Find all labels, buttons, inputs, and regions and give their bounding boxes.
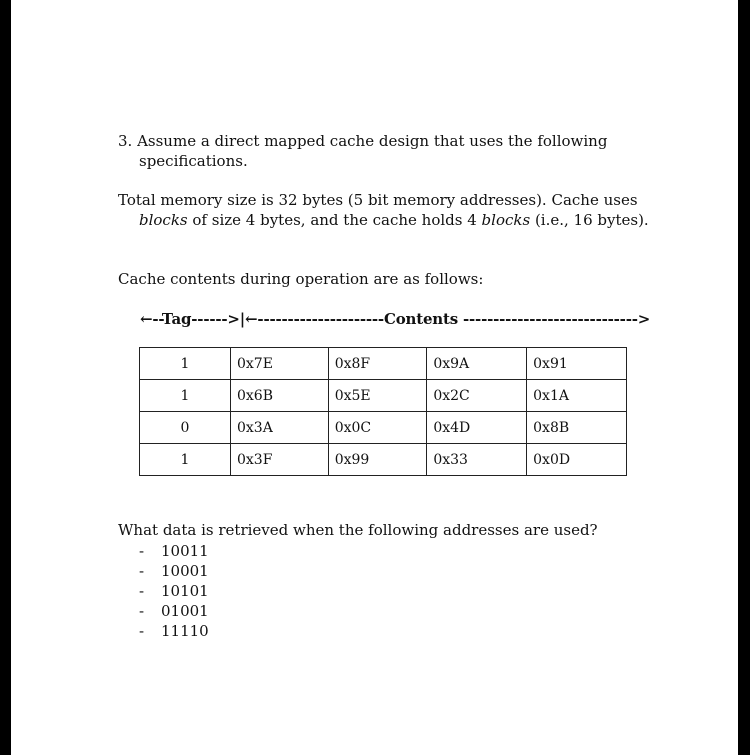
data-cell: 0x7E — [231, 348, 329, 380]
specs-line-1: Total memory size is 32 bytes (5 bit memory addresses). Cache uses — [118, 191, 638, 209]
list-item — [139, 601, 209, 621]
list-item — [139, 541, 209, 561]
specs-blocks-term-2: blocks — [481, 211, 531, 229]
tag-cell: 1 — [140, 380, 231, 412]
specs-line-2-suffix: (i.e., 16 bytes). — [530, 211, 649, 229]
address-value: 10001 — [161, 562, 209, 580]
contents-dashes-right: -----------------------------> — [457, 310, 651, 328]
data-cell: 0x99 — [328, 444, 427, 476]
list-bullet: - — [139, 562, 145, 580]
data-cell: 0x3F — [231, 444, 329, 476]
data-cell: 0x5E — [328, 380, 427, 412]
address-value: 11110 — [161, 622, 209, 640]
retrieval-question: What data is retrieved when the following addresses are used? — [118, 521, 598, 539]
specs-text — [118, 190, 649, 230]
question-line-2: specifications. — [139, 152, 248, 170]
address-list — [139, 541, 209, 641]
question-text — [118, 131, 607, 171]
data-cell: 0x1A — [527, 380, 627, 412]
list-bullet: - — [139, 582, 145, 600]
cache-row — [140, 412, 627, 444]
tag-cell: 1 — [140, 444, 231, 476]
data-cell: 0x8F — [328, 348, 427, 380]
list-item — [139, 621, 209, 641]
data-cell: 0x0D — [527, 444, 627, 476]
data-cell: 0x0C — [328, 412, 427, 444]
list-bullet: - — [139, 622, 145, 640]
data-cell: 0x9A — [427, 348, 527, 380]
column-header — [140, 309, 651, 329]
contents-dashes-left: --------------------- — [257, 310, 384, 328]
data-cell: 0x2C — [427, 380, 527, 412]
tag-cell: 1 — [140, 348, 231, 380]
cache-intro: Cache contents during operation are as follows: — [118, 270, 484, 288]
address-value: 10101 — [161, 582, 209, 600]
data-cell: 0x33 — [427, 444, 527, 476]
document-page — [11, 0, 738, 755]
data-cell: 0x91 — [527, 348, 627, 380]
contents-label: Contents — [383, 310, 458, 328]
list-bullet: - — [139, 542, 145, 560]
specs-line-2 — [118, 210, 649, 230]
data-cell: 0x3A — [231, 412, 329, 444]
cache-row — [140, 348, 627, 380]
specs-line-2-mid: of size 4 bytes, and the cache holds 4 — [187, 211, 482, 229]
data-cell: 0x4D — [427, 412, 527, 444]
tag-cell: 0 — [140, 412, 231, 444]
list-item — [139, 561, 209, 581]
specs-blocks-term: blocks — [139, 211, 188, 229]
list-bullet: - — [139, 602, 145, 620]
list-item — [139, 581, 209, 601]
tag-header: ←--Tag------>|← — [140, 310, 258, 328]
question-line-1: 3. Assume a direct mapped cache design that uses the following — [118, 132, 608, 150]
cache-table — [139, 347, 627, 476]
cache-row — [140, 444, 627, 476]
address-value: 01001 — [161, 602, 209, 620]
data-cell: 0x6B — [231, 380, 329, 412]
cache-row — [140, 380, 627, 412]
data-cell: 0x8B — [527, 412, 627, 444]
address-value: 10011 — [161, 542, 209, 560]
